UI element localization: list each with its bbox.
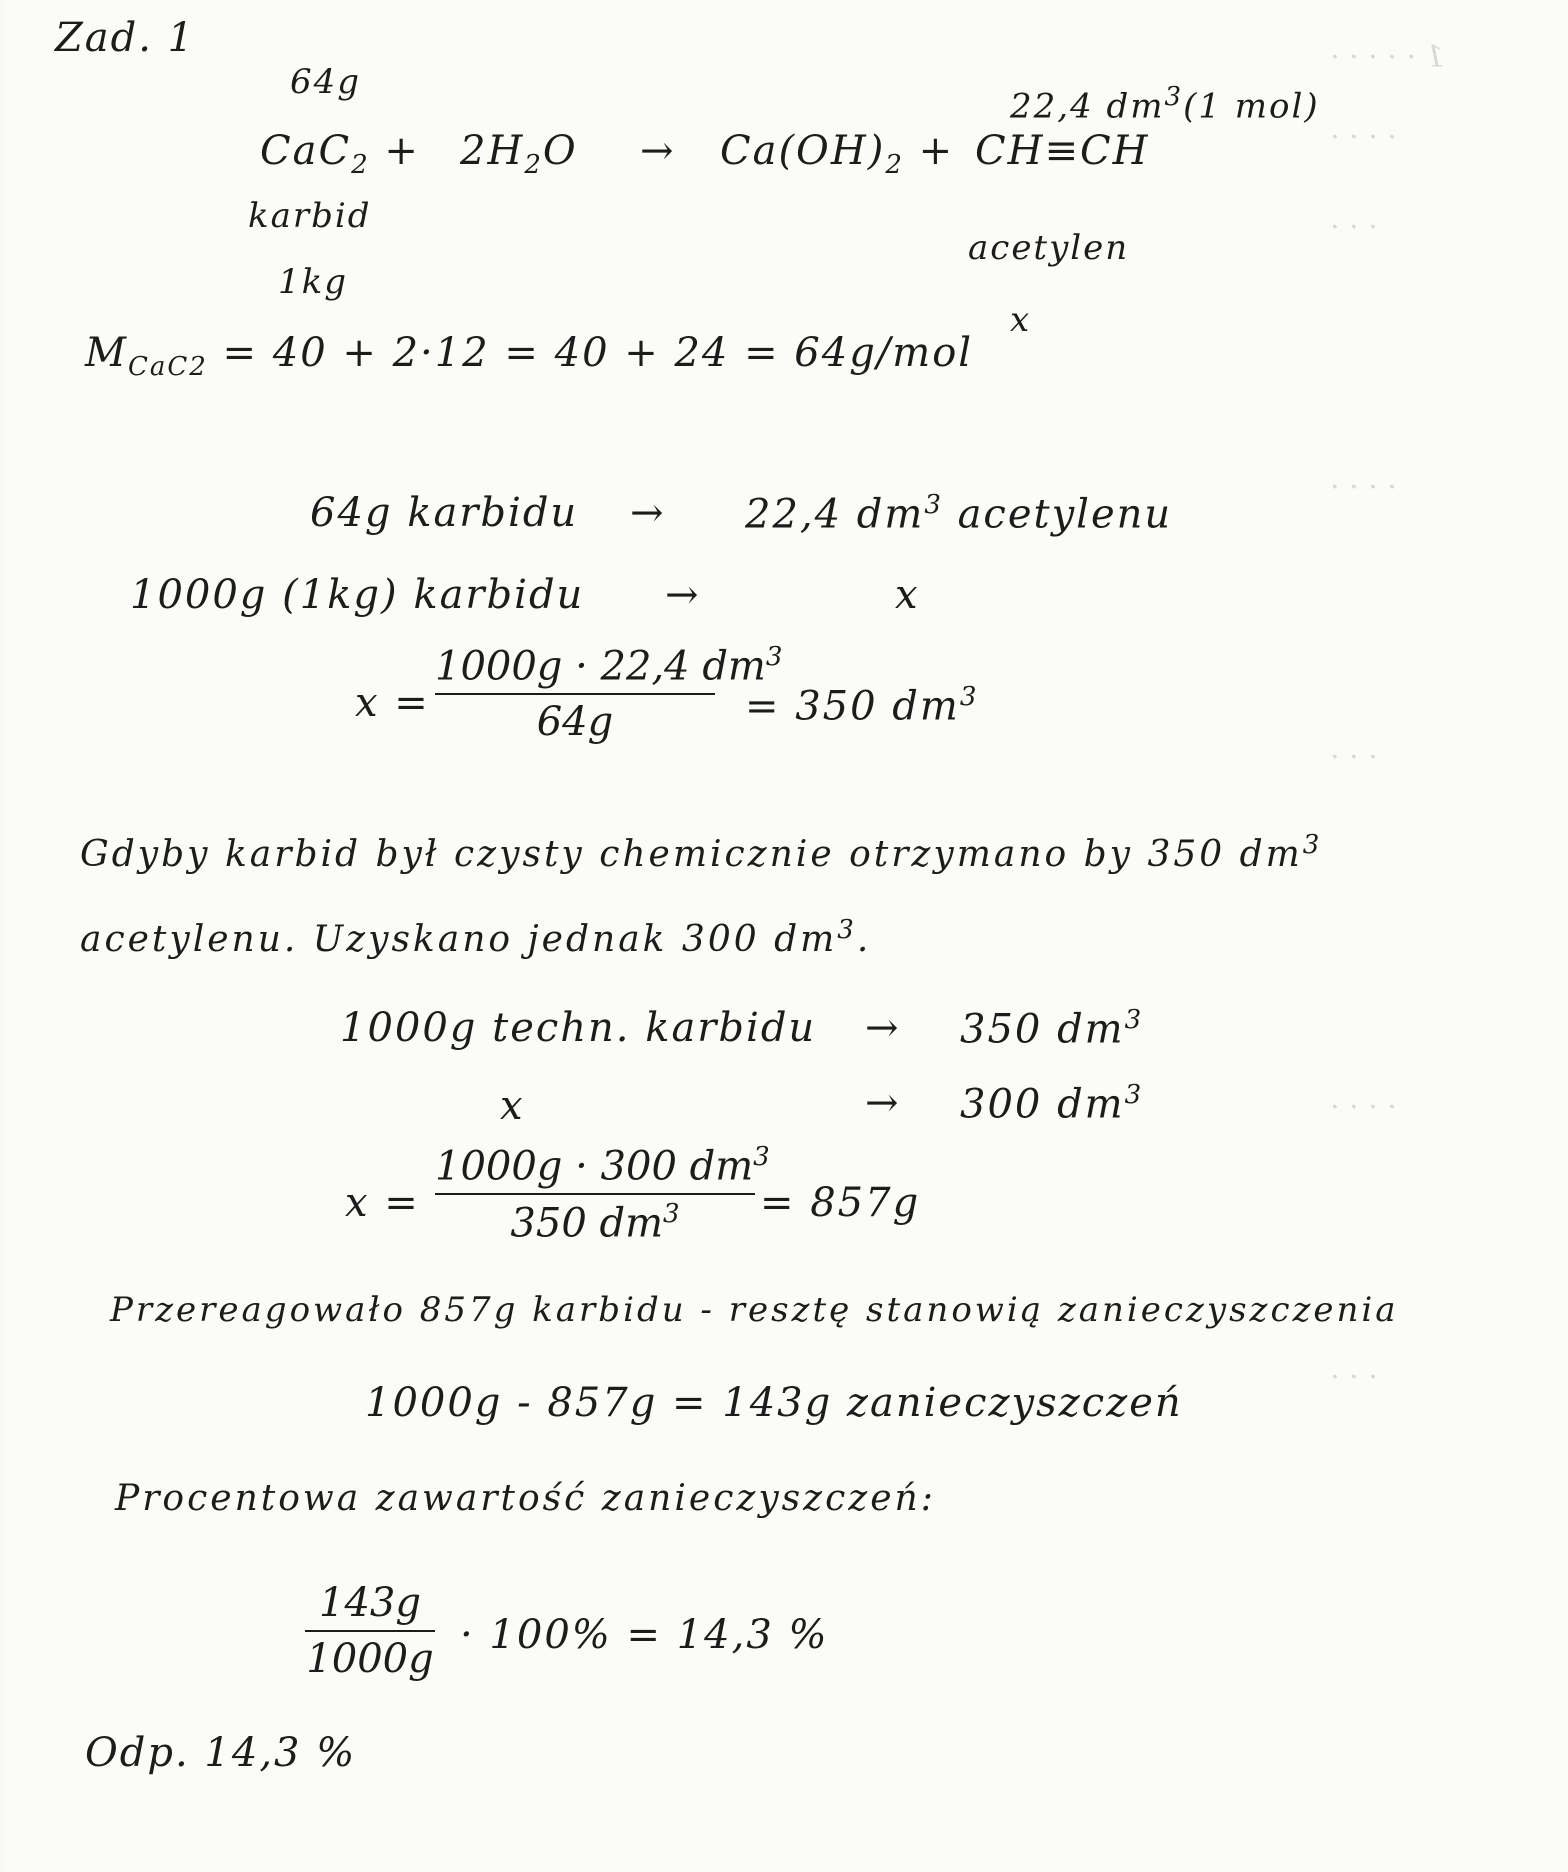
proportion-1-result: = 350 $dm^3$ [745, 682, 979, 730]
reactant-mass-label: 64g [290, 62, 362, 102]
reactant-name-label: karbid [248, 196, 372, 236]
product-acetylene: CH≡CH [975, 128, 1150, 174]
answer: Odp. 14,3 % [85, 1730, 357, 1776]
paragraph-2-line-1: Przereagowało 857g karbidu - resztę stanowią zanieczyszczenia [110, 1290, 1399, 1330]
fraction-bar [435, 693, 715, 695]
proportion-2-line-2-arrow: → [865, 1080, 901, 1126]
page-title: Zad. 1 [55, 15, 196, 61]
percentage-heading: Procentowa zawartość zanieczyszczeń: [115, 1478, 936, 1519]
percentage-result: · 100% = 14,3 % [460, 1612, 829, 1658]
proportion-2-denominator: 350 $dm^3$ [510, 1199, 680, 1247]
proportion-2-fraction [435, 1142, 770, 1247]
proportion-1-denominator: 64g [536, 699, 614, 746]
product-calcium-hydroxide: $Ca(OH)_2$ + [720, 128, 955, 180]
proportion-2-line-2-right: 300 $dm^3$ [960, 1080, 1144, 1128]
proportion-2-numerator: 1000g · 300 $dm^3$ [435, 1142, 770, 1190]
molar-mass-calculation: $M_{CaC2} = 40 + 2\cdot 12 = 40 + 24 = 64g/mol$ [85, 330, 974, 382]
proportion-2-result: = 857g [760, 1180, 921, 1226]
product-unknown: x [1010, 300, 1032, 340]
proportion-2-line-1-right: 350 $dm^3$ [960, 1005, 1144, 1053]
proportion-1-line-1-right: 22,4 $dm^3$ acetylenu [745, 490, 1173, 538]
proportion-1-line-2-left: 1000g (1kg) karbidu [130, 572, 585, 618]
proportion-1-line-2-arrow: → [665, 572, 701, 618]
proportion-2-line-1-arrow: → [865, 1005, 901, 1051]
proportion-1-fraction [435, 642, 783, 746]
product-volume-label: 22,4 $dm^3(1$ mol) [1010, 82, 1320, 127]
paragraph-1-line-1: Gdyby karbid był czysty chemicznie otrzymano by 350 $dm^3$ [80, 830, 1323, 875]
percentage-denominator: 1000g [306, 1636, 434, 1682]
percentage-fraction [305, 1580, 435, 1682]
reaction-arrow: → [640, 128, 676, 174]
proportion-1-line-1-arrow: → [630, 490, 666, 536]
reactant-water: $2H_2O$ [460, 128, 578, 180]
proportion-1-line-1-left: 64g karbidu [310, 490, 579, 536]
proportion-2-line-2-left: x [500, 1083, 525, 1129]
product-name-label: acetylen [968, 228, 1130, 268]
reactant-mass-given: 1kg [278, 262, 348, 302]
proportion-1-x-label: x = [355, 680, 430, 726]
fraction-bar [435, 1193, 755, 1195]
reactant-calcium-carbide: CaC$_2$ + [260, 128, 420, 180]
proportion-2-line-1-left: 1000g techn. karbidu [340, 1005, 817, 1051]
percentage-numerator: 143g [319, 1580, 421, 1626]
paragraph-2-line-2: 1000g - 857g = 143g zanieczyszczeń [365, 1380, 1183, 1426]
proportion-2-x-label: x = [345, 1180, 420, 1226]
paragraph-1-line-2: acetylenu. Uzyskano jednak 300 $dm^3$. [80, 915, 872, 960]
proportion-1-line-2-right: x [895, 572, 920, 618]
notebook-page: 1 · · · · · · · · · · · · · · · · · · · · · · · · · · Zad. 1 64g CaC$_2$ + $2H_2O$ → $Ca(OH)_2$ + CH≡CH 22,4 $dm^3(1$ mol) karbid 1kg acetylen x $M_{CaC2} = 40 + 2\cdot 12 = 40 + 24 = 64g/mol$ 64g karbidu → 22,4 $dm^3$ acetylenu 1000g (1kg) karbidu → x x = 1000g · 22,4 $dm^3$ 64g = 350 $dm^3$ Gdyby karbid był czysty chemicznie otrzymano by 350 $dm^3$ acetylenu. Uzyskano jednak 300 $dm^3$. 1000g techn. karbidu → 350 $dm^3$ x → 300 $dm^3$ x = 1000g · 300 $dm^3$ 350 $dm^3$ = 857g Przereagowało 857g karbidu - resztę stanowią zanieczyszczenia 1000g - 857g = 143g zanieczyszczeń Procentowa zawartość zanieczyszczeń: 143g 1000g · 100% = 14,3 % Odp. 14,3 % [0, 0, 1568, 1872]
proportion-1-numerator: 1000g · 22,4 $dm^3$ [435, 642, 783, 690]
fraction-bar [305, 1630, 435, 1632]
